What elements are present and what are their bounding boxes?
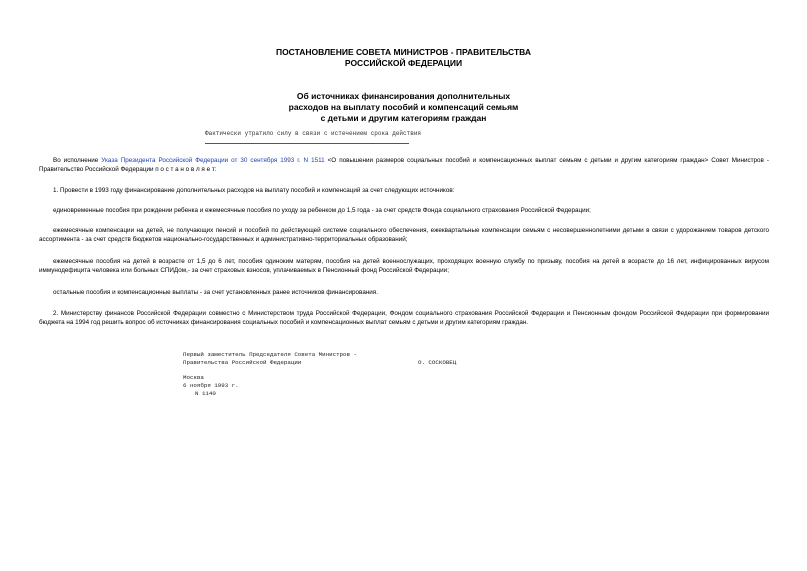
status-notice: Фактически утратило силу в связи с истечением срока действия bbox=[205, 130, 422, 137]
paragraph-1b-text: ежемесячные компенсации на детей, не получающих пенсий и пособий по действующей системе социального обеспечения, ежеквартальные компенсации семьям с несовершеннолетними детьми в связи с удорожанием товаров детского ассортимента - за счет средств бюджетов национально-государственных и административно-территориальных образований; bbox=[39, 227, 769, 243]
signing-place: Москва bbox=[183, 374, 204, 381]
decree-link[interactable]: Указа Президента Российской Федерации от 30 сентября 1993 г. N 1511 bbox=[101, 157, 325, 164]
paragraph-1d bbox=[39, 288, 769, 297]
signatory-name: О. СОСКОВЕЦ bbox=[418, 359, 457, 366]
paragraph-1d-text: остальные пособия и компенсационные выплаты - за счет установленных ранее источников финансирования. bbox=[53, 289, 378, 296]
paragraph-1 bbox=[39, 186, 769, 195]
doc-subject-line-1: Об источниках финансирования дополнительных bbox=[296, 91, 511, 101]
paragraph-1b bbox=[39, 226, 769, 244]
paragraph-1a bbox=[39, 206, 769, 215]
signatory-title-line-2: Правительства Российской Федерации bbox=[183, 359, 302, 366]
signing-date: 6 ноября 1993 г. bbox=[183, 382, 239, 389]
doc-title-line-2: РОССИЙСКОЙ ФЕДЕРАЦИИ bbox=[344, 58, 463, 68]
paragraph-1c bbox=[39, 257, 769, 275]
intro-paragraph bbox=[39, 156, 769, 174]
document-number: N 1140 bbox=[195, 390, 216, 397]
doc-title-line-1: ПОСТАНОВЛЕНИЕ СОВЕТА МИНИСТРОВ - ПРАВИТЕЛЬСТВА bbox=[275, 47, 532, 57]
paragraph-2 bbox=[39, 309, 769, 327]
intro-prefix: Во исполнение bbox=[53, 157, 102, 164]
paragraph-1a-text: единовременные пособия при рождении ребенка и ежемесячные пособия по уходу за ребенком до 1,5 года - за счет средств Фонда социального страхования Российской Федерации; bbox=[53, 207, 591, 214]
doc-subject-line-3: с детьми и другим категориям граждан bbox=[320, 113, 487, 123]
paragraph-1c-text: ежемесячные пособия на детей в возрасте от 1,5 до 6 лет, пособия одиноким матерям, пособия на детей военнослужащих, проходящих военную службу по призыву, пособия на детей в возрасте до 16 лет, инфицированных вирусом иммунодефицита человека или больных СПИДом,- за счет страховых взносов, уплачиваемых в Пенсионный фонд Российской Федерации; bbox=[39, 258, 769, 274]
paragraph-1-text: 1. Провести в 1993 году финансирование дополнительных расходов на выплату пособий и компенсаций за счет следующих источников: bbox=[53, 187, 455, 194]
signatory-title-line-1: Первый заместитель Председателя Совета Министров - bbox=[183, 351, 357, 358]
paragraph-2-text: 2. Министерству финансов Российской Федерации совместно с Министерством труда Российской Федерации, Фондом социального страхования Российской Федерации и Пенсионным фондом Российской Федерации при формировании бюджета на 1994 год решить вопрос об источниках финансирования социальных пособий и компенсационных выплат семьям с детьми и другим категориям граждан. bbox=[39, 310, 769, 326]
divider bbox=[205, 143, 409, 144]
intro-suffix: <О повышении размеров социальных пособий и компенсационных выплат семьям с детьми и другим категориям граждан> Совет Министров - Правительство Российской Федерации п о с т а н о в л я е т: bbox=[39, 157, 769, 173]
doc-subject-line-2: расходов на выплату пособий и компенсаций семьям bbox=[288, 102, 519, 112]
